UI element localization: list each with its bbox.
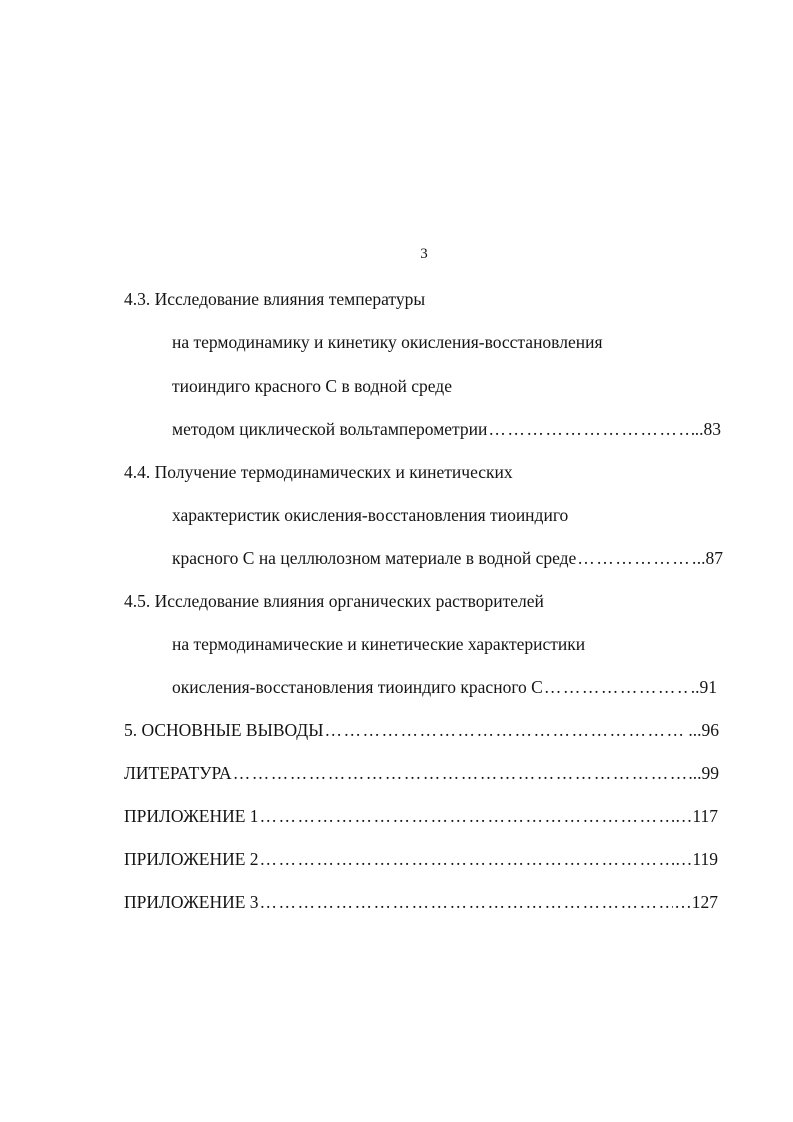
toc-entry-text: ПРИЛОЖЕНИЕ 2 xyxy=(124,849,259,869)
toc-page-number: ...99 xyxy=(688,763,719,783)
toc-entry-appendix-3[interactable] xyxy=(124,891,718,913)
toc-entry-text: ПРИЛОЖЕНИЕ 1 xyxy=(124,806,259,826)
toc-entry-text: 5. ОСНОВНЫЕ ВЫВОДЫ xyxy=(124,720,324,740)
toc-page-number: ...96 xyxy=(688,720,719,740)
toc-entry-text: окисления-восстановления тиоиндиго красного С xyxy=(172,677,543,697)
toc-page-number: ..87 xyxy=(696,548,723,568)
toc-entry-4-5-line-3[interactable] xyxy=(172,676,717,698)
toc-entry-4-4-line-3[interactable] xyxy=(172,547,723,569)
toc-entry-text: методом циклической вольтамперометрии xyxy=(172,419,488,439)
toc-page-number: ..83 xyxy=(694,419,721,439)
toc-entry-4-3-line-2: на термодинамику и кинетику окисления-восстановления xyxy=(172,332,603,352)
dot-leader xyxy=(260,805,674,827)
toc-entry-appendix-1[interactable] xyxy=(124,805,718,827)
toc-page-number: ..91 xyxy=(690,677,717,697)
toc-entry-text: красного С на целлюлозном материале в водной среде xyxy=(172,548,577,568)
toc-entry-text: ЛИТЕРАТУРА xyxy=(124,763,232,783)
dot-leader xyxy=(233,762,688,784)
toc-page-number: …117 xyxy=(674,806,718,826)
toc-entry-appendix-2[interactable] xyxy=(124,848,718,870)
toc-page-number: …127 xyxy=(674,892,718,912)
toc-entry-4-4-line-1[interactable]: 4.4. Получение термодинамических и кинетических xyxy=(124,462,513,482)
toc-entry-4-3-line-3: тиоиндиго красного С в водной среде xyxy=(172,376,452,396)
dot-leader xyxy=(488,418,693,440)
toc-entry-5[interactable] xyxy=(124,719,719,741)
toc-entry-text: ПРИЛОЖЕНИЕ 3 xyxy=(124,892,259,912)
dot-leader xyxy=(544,676,690,698)
dot-leader xyxy=(325,719,688,741)
dot-leader xyxy=(577,547,695,569)
toc-entry-4-5-line-1[interactable]: 4.5. Исследование влияния органических растворителей xyxy=(124,591,544,611)
toc-page-number: …119 xyxy=(674,849,718,869)
dot-leader xyxy=(260,848,674,870)
page-number: 3 xyxy=(420,246,428,262)
toc-entry-literature[interactable] xyxy=(124,762,719,784)
dot-leader xyxy=(260,891,674,913)
toc-entry-4-4-line-2: характеристик окисления-восстановления тиоиндиго xyxy=(172,505,569,525)
toc-entry-4-3-line-1[interactable]: 4.3. Исследование влияния температуры xyxy=(124,289,426,309)
toc-entry-4-3-line-4[interactable] xyxy=(172,418,721,440)
toc-entry-4-5-line-2: на термодинамические и кинетические характеристики xyxy=(172,634,586,654)
